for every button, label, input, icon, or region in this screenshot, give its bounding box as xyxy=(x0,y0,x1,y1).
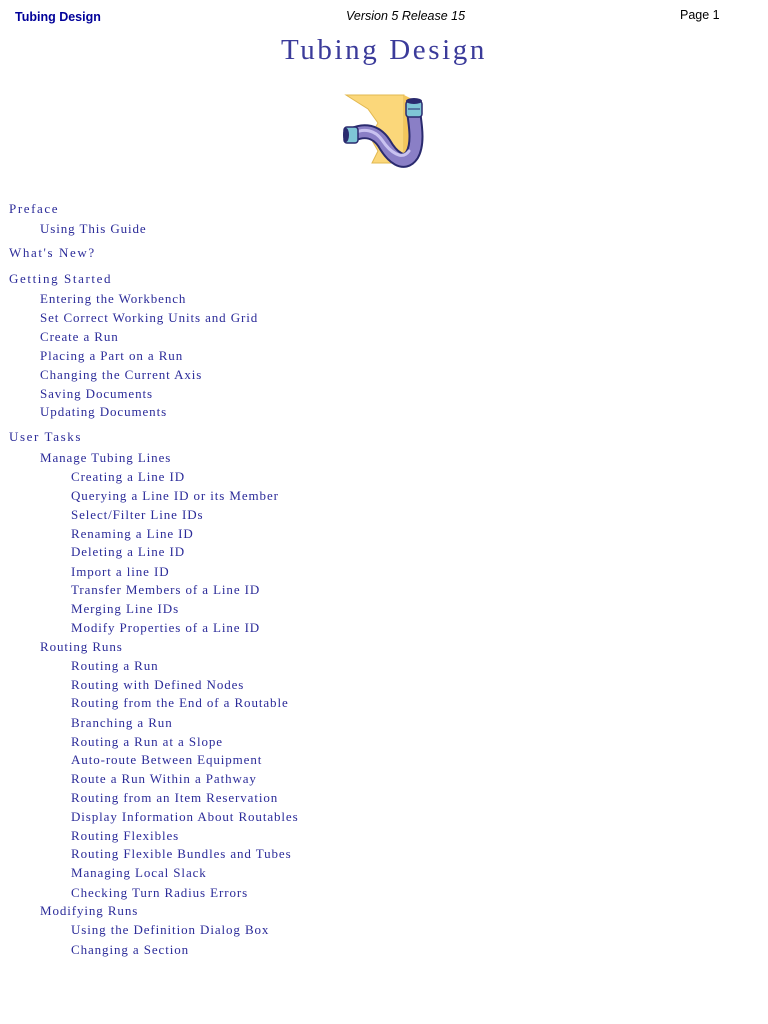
toc-topic-link[interactable]: Querying a Line ID or its Member xyxy=(71,488,279,503)
toc-topic-link[interactable]: Import a line ID xyxy=(71,564,170,579)
tubing-pipe-icon xyxy=(342,93,434,177)
toc-subsection-link[interactable]: Placing a Part on a Run xyxy=(40,348,184,363)
toc-subsection-link[interactable]: Changing the Current Axis xyxy=(40,367,203,382)
toc-subsection-link[interactable]: Routing Runs xyxy=(40,639,123,654)
toc-topic-link[interactable]: Routing Flexible Bundles and Tubes xyxy=(71,846,292,861)
header-page-number: Page 1 xyxy=(680,8,720,22)
page-title: Tubing Design xyxy=(281,34,487,66)
toc-topic-link[interactable]: Changing a Section xyxy=(71,942,190,957)
toc-topic-link[interactable]: Routing a Run at a Slope xyxy=(71,734,223,749)
toc-subsection-link[interactable]: Create a Run xyxy=(40,329,119,344)
toc-subsection-link[interactable]: Updating Documents xyxy=(40,404,168,419)
toc-topic-link[interactable]: Display Information About Routables xyxy=(71,809,299,824)
toc-topic-link[interactable]: Routing Flexibles xyxy=(71,828,180,843)
toc-subsection-link[interactable]: Set Correct Working Units and Grid xyxy=(40,310,259,325)
toc-topic-link[interactable]: Creating a Line ID xyxy=(71,469,186,484)
toc-topic-link[interactable]: Using the Definition Dialog Box xyxy=(71,922,270,937)
toc-topic-link[interactable]: Checking Turn Radius Errors xyxy=(71,885,249,900)
toc-section-link[interactable]: Preface xyxy=(9,201,60,216)
toc-topic-link[interactable]: Branching a Run xyxy=(71,715,173,730)
header-version: Version 5 Release 15 xyxy=(346,9,466,23)
header-doc-title[interactable]: Tubing Design xyxy=(15,10,101,24)
toc-subsection-link[interactable]: Saving Documents xyxy=(40,386,153,401)
toc-topic-link[interactable]: Renaming a Line ID xyxy=(71,526,194,541)
toc-topic-link[interactable]: Routing with Defined Nodes xyxy=(71,677,245,692)
toc-section-link[interactable]: What's New? xyxy=(9,245,96,260)
toc-section-link[interactable]: User Tasks xyxy=(9,429,82,444)
toc-topic-link[interactable]: Managing Local Slack xyxy=(71,865,207,880)
toc-topic-link[interactable]: Auto-route Between Equipment xyxy=(71,752,263,767)
toc-subsection-link[interactable]: Modifying Runs xyxy=(40,903,139,918)
toc-topic-link[interactable]: Select/Filter Line IDs xyxy=(71,507,204,522)
toc-topic-link[interactable]: Route a Run Within a Pathway xyxy=(71,771,257,786)
toc-topic-link[interactable]: Routing a Run xyxy=(71,658,159,673)
toc-subsection-link[interactable]: Entering the Workbench xyxy=(40,291,187,306)
toc-topic-link[interactable]: Modify Properties of a Line ID xyxy=(71,620,261,635)
toc-topic-link[interactable]: Routing from the End of a Routable xyxy=(71,695,289,710)
toc-topic-link[interactable]: Merging Line IDs xyxy=(71,601,180,616)
toc-section-link[interactable]: Getting Started xyxy=(9,271,113,286)
toc-topic-link[interactable]: Routing from an Item Reservation xyxy=(71,790,279,805)
toc-topic-link[interactable]: Transfer Members of a Line ID xyxy=(71,582,261,597)
toc-topic-link[interactable]: Deleting a Line ID xyxy=(71,544,186,559)
toc-subsection-link[interactable]: Using This Guide xyxy=(40,221,147,236)
toc-subsection-link[interactable]: Manage Tubing Lines xyxy=(40,450,172,465)
